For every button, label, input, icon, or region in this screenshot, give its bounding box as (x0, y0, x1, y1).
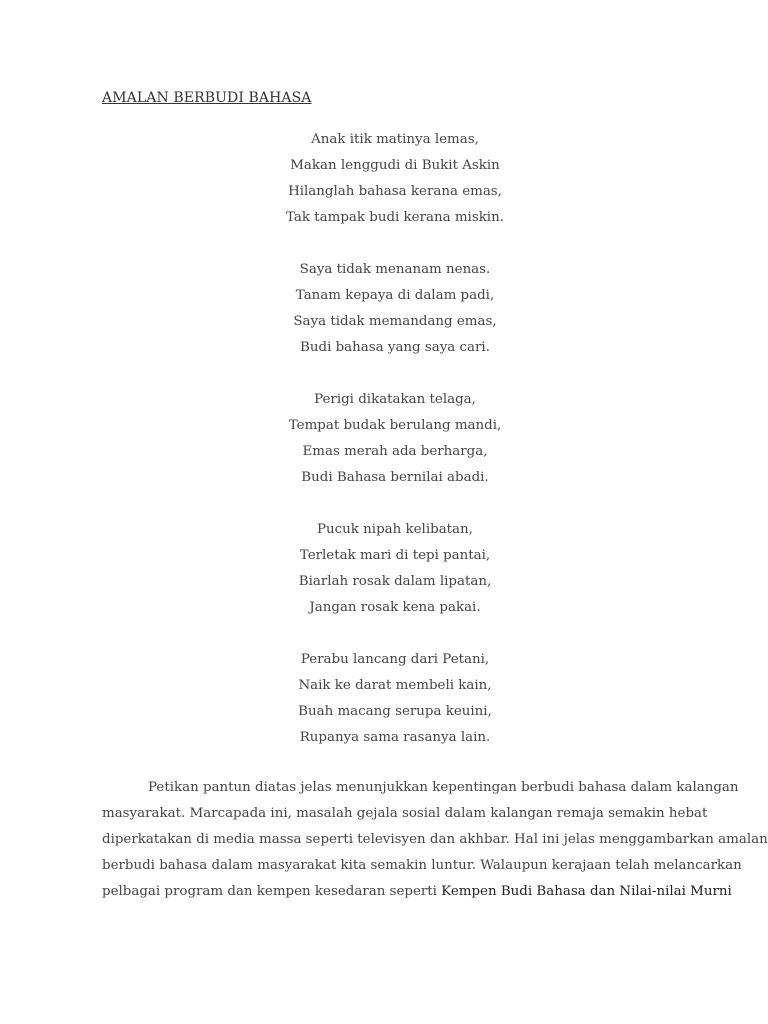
poem-line: Makan lenggudi di Bukit Askin (290, 158, 500, 173)
poem-line: Naik ke darat membeli kain, (298, 678, 492, 693)
paragraph-last-line (102, 879, 732, 905)
stanza (200, 517, 590, 621)
pantun-poem (200, 127, 590, 777)
paragraph-line: Petikan pantun diatas jelas menunjukkan kepentingan berbudi bahasa dalam kalangan (148, 780, 739, 795)
poem-line: Pucuk nipah kelibatan, (317, 522, 473, 537)
poem-line: Rupanya sama rasanya lain. (299, 730, 491, 745)
poem-line: Emas merah ada berharga, (302, 444, 488, 459)
stanza (200, 387, 590, 491)
poem-line: Perabu lancang dari Petani, (300, 652, 490, 667)
stanza (200, 647, 590, 751)
paragraph-line: diperkatakan di media massa seperti televisyen dan akhbar. Hal ini jelas menggambarkan amalan (102, 832, 768, 847)
poem-line: Saya tidak memandang emas, (293, 314, 497, 329)
poem-line: Budi Bahasa bernilai abadi. (301, 470, 489, 485)
poem-line: Jangan rosak kena pakai. (309, 600, 481, 615)
poem-line: Terletak mari di tepi pantai, (299, 548, 491, 563)
poem-line: Saya tidak menanam nenas. (299, 262, 491, 277)
stanza (200, 257, 590, 361)
paragraph-line: berbudi bahasa dalam masyarakat kita semakin luntur. Walaupun kerajaan telah melancarkan (102, 858, 742, 873)
paragraph-line: masyarakat. Marcapada ini, masalah gejala sosial dalam kalangan remaja semakin hebat (102, 806, 708, 821)
poem-line: Perigi dikatakan telaga, (314, 392, 476, 407)
poem-line: Anak itik matinya lemas, (311, 132, 479, 147)
poem-line: Tempat budak berulang mandi, (288, 418, 502, 433)
body-paragraph (102, 775, 768, 905)
poem-line: Biarlah rosak dalam lipatan, (298, 574, 492, 589)
document-title: AMALAN BERBUDI BAHASA (102, 90, 312, 106)
campaign-name: Kempen Budi Bahasa dan Nilai-nilai Murni (441, 884, 732, 899)
stanza (200, 127, 590, 231)
poem-line: Tak tampak budi kerana miskin. (286, 210, 504, 225)
poem-line: Hilanglah bahasa kerana emas, (288, 184, 502, 199)
poem-line: Tanam kepaya di dalam padi, (295, 288, 495, 303)
poem-line: Budi bahasa yang saya cari. (300, 340, 490, 355)
poem-line: Buah macang serupa keuini, (298, 704, 492, 719)
paragraph-line-prefix: pelbagai program dan kempen kesedaran seperti (102, 884, 437, 899)
